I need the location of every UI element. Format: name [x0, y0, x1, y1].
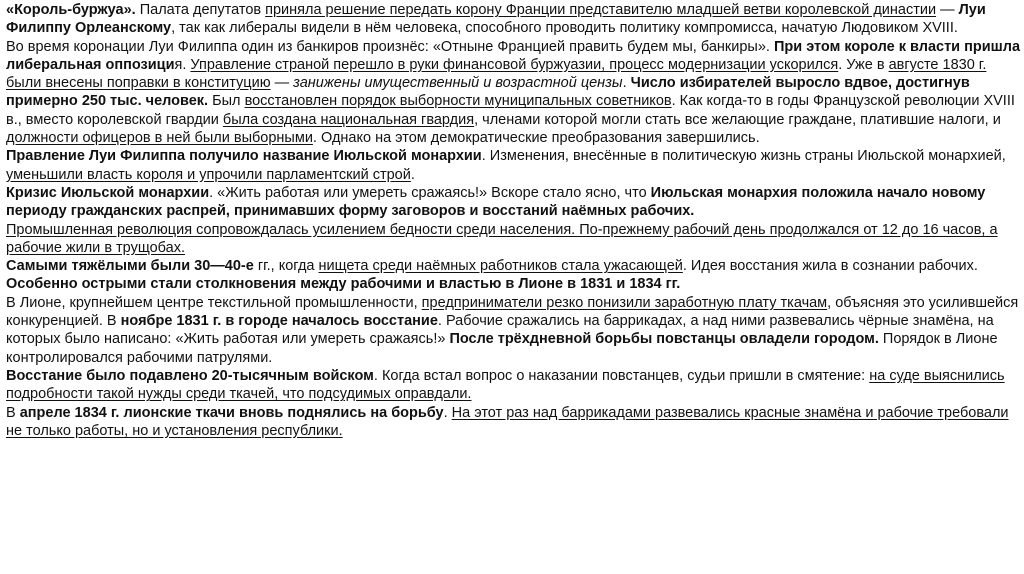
text-run: . Уже в — [838, 56, 889, 73]
text-run: на суде выяснились подробности такой нужды среди ткачей, что подсудимых оправдали. — [6, 367, 1005, 403]
text-run: Луи Филиппу Орлеанскому — [6, 2, 986, 37]
text-run: должности офицеров в ней были выборными — [6, 130, 313, 147]
paragraph-king-bourgeois — [6, 1, 1020, 38]
paragraph-lyon-1831 — [6, 294, 1020, 367]
text-run: Особенно острыми стали столкновения между рабочими и властью в Лионе в 1831 и 1834 гг. — [6, 276, 681, 293]
paragraph-crisis — [6, 184, 1020, 221]
text-run: Правление Луи Филиппа получило название Июльской монархии — [6, 148, 482, 165]
paragraph-hardest-years — [6, 257, 1020, 275]
text-run: была создана национальная гвардия — [222, 111, 475, 128]
text-run: уменьшили власть короля и упрочили парламентский строй — [6, 166, 411, 183]
paragraph-lyon-heading — [6, 275, 1020, 293]
text-run: августе 1830 г. были внесены поправки в конституцию — [6, 56, 987, 92]
text-run: — — [936, 2, 959, 18]
text-run: Порядок в Лионе контролировался рабочими патрулями. — [6, 331, 998, 366]
text-run: Самыми тяжёлыми были 30—40-е — [6, 258, 254, 275]
text-run: гг., когда — [253, 258, 319, 275]
text-run: , членами которой могли стать все желающие граждане, платившие налоги, и — [474, 111, 1001, 128]
text-run: На этот раз над баррикадами развевались красные знамёна и рабочие требовали не только работы, но и установления республики. — [6, 404, 1009, 439]
text-run: . Как когда-то в годы Французской революции XVIII в., вместо королевской гвардии — [6, 93, 1015, 128]
text-run: предприниматели резко понизили заработную плату ткачам — [421, 294, 828, 311]
text-run: . Идея восстания жила в сознании рабочих. — [682, 258, 978, 275]
text-run: «Король-буржуа». — [6, 2, 136, 18]
text-run: , так как либералы видели в нём человека, способного проводить политику компромисса, начатую Людовиком XVIII. — [171, 20, 958, 37]
text-run: ноябре 1831 г. в городе началось восстание — [120, 313, 438, 330]
text-run: Восстание было подавлено 20-тысячным войском — [6, 367, 374, 384]
text-run: нищета среди наёмных работников стала ужасающей — [318, 258, 683, 275]
document-body — [6, 1, 1020, 440]
text-run: Палата депутатов — [135, 2, 266, 18]
text-run: Кризис Июльской монархии — [6, 184, 210, 201]
paragraph-july-monarchy — [6, 147, 1020, 184]
text-run: Промышленная революция сопровождалась усилением бедности среди населения. По-прежнему рабочий день продолжался от 12 до 16 часов, а рабочие жили в трущобах. — [6, 221, 998, 256]
text-run: После трёхдневной борьбы повстанцы овладели городом. — [449, 331, 879, 348]
text-run: . «Жить работая или умереть сражаясь!» Вскоре стало ясно, что — [209, 184, 651, 201]
text-run: . — [410, 166, 415, 183]
paragraph-coronation — [6, 38, 1020, 148]
paragraph-industrial-revolution — [6, 221, 1020, 258]
text-run: занижены имущественный и возрастной цензы — [293, 75, 623, 92]
text-run: . Изменения, внесённые в политическую жизнь страны Июльской монархией, — [481, 148, 1006, 165]
text-run: Был — [208, 93, 245, 110]
text-run: апреле 1834 г. лионские ткачи вновь поднялись на борьбу — [19, 404, 444, 421]
text-run: . Когда встал вопрос о наказании повстанцев, судьи пришли в смятение: — [373, 367, 870, 384]
text-run: Во время коронации Луи Филиппа один из банкиров произнёс: «Отныне Францией править будем мы, банкиры». — [6, 38, 774, 55]
text-run: — — [270, 75, 294, 92]
text-run: , объясняя это усилившейся конкуренцией. В — [6, 294, 1019, 330]
text-run: Число избирателей выросло вдвое, достигнув примерно 250 тыс. человек. — [6, 75, 970, 110]
text-run: В Лионе, крупнейшем центре текстильной промышленности, — [6, 294, 422, 311]
paragraph-suppression — [6, 367, 1020, 404]
text-run: . — [622, 75, 631, 92]
text-run: В — [6, 404, 20, 421]
text-run: . Однако на этом демократические преобразования завершились. — [312, 130, 760, 147]
text-run: я. — [174, 56, 191, 73]
text-run: приняла решение передать корону Франции представителю младшей ветви королевской династии — [265, 2, 937, 18]
text-run: восстановлен порядок выборности муниципальных советников — [244, 93, 672, 110]
paragraph-april-1834 — [6, 404, 1020, 441]
text-run: Управление страной перешло в руки финансовой буржуазии, процесс модернизации ускорился — [190, 56, 839, 73]
text-run: Июльская монархия положила начало новому периоду гражданских распрей, принимавших форму заговоров и восстаний наёмных рабочих. — [6, 184, 986, 220]
text-run: При этом короле к власти пришла либеральная оппозици — [6, 38, 1021, 73]
text-run: . — [443, 404, 452, 421]
text-run: . Рабочие сражались на баррикадах, а над ними развевались чёрные знамёна, на которых было написано: «Жить работая или умереть сражаясь!» — [6, 313, 994, 348]
